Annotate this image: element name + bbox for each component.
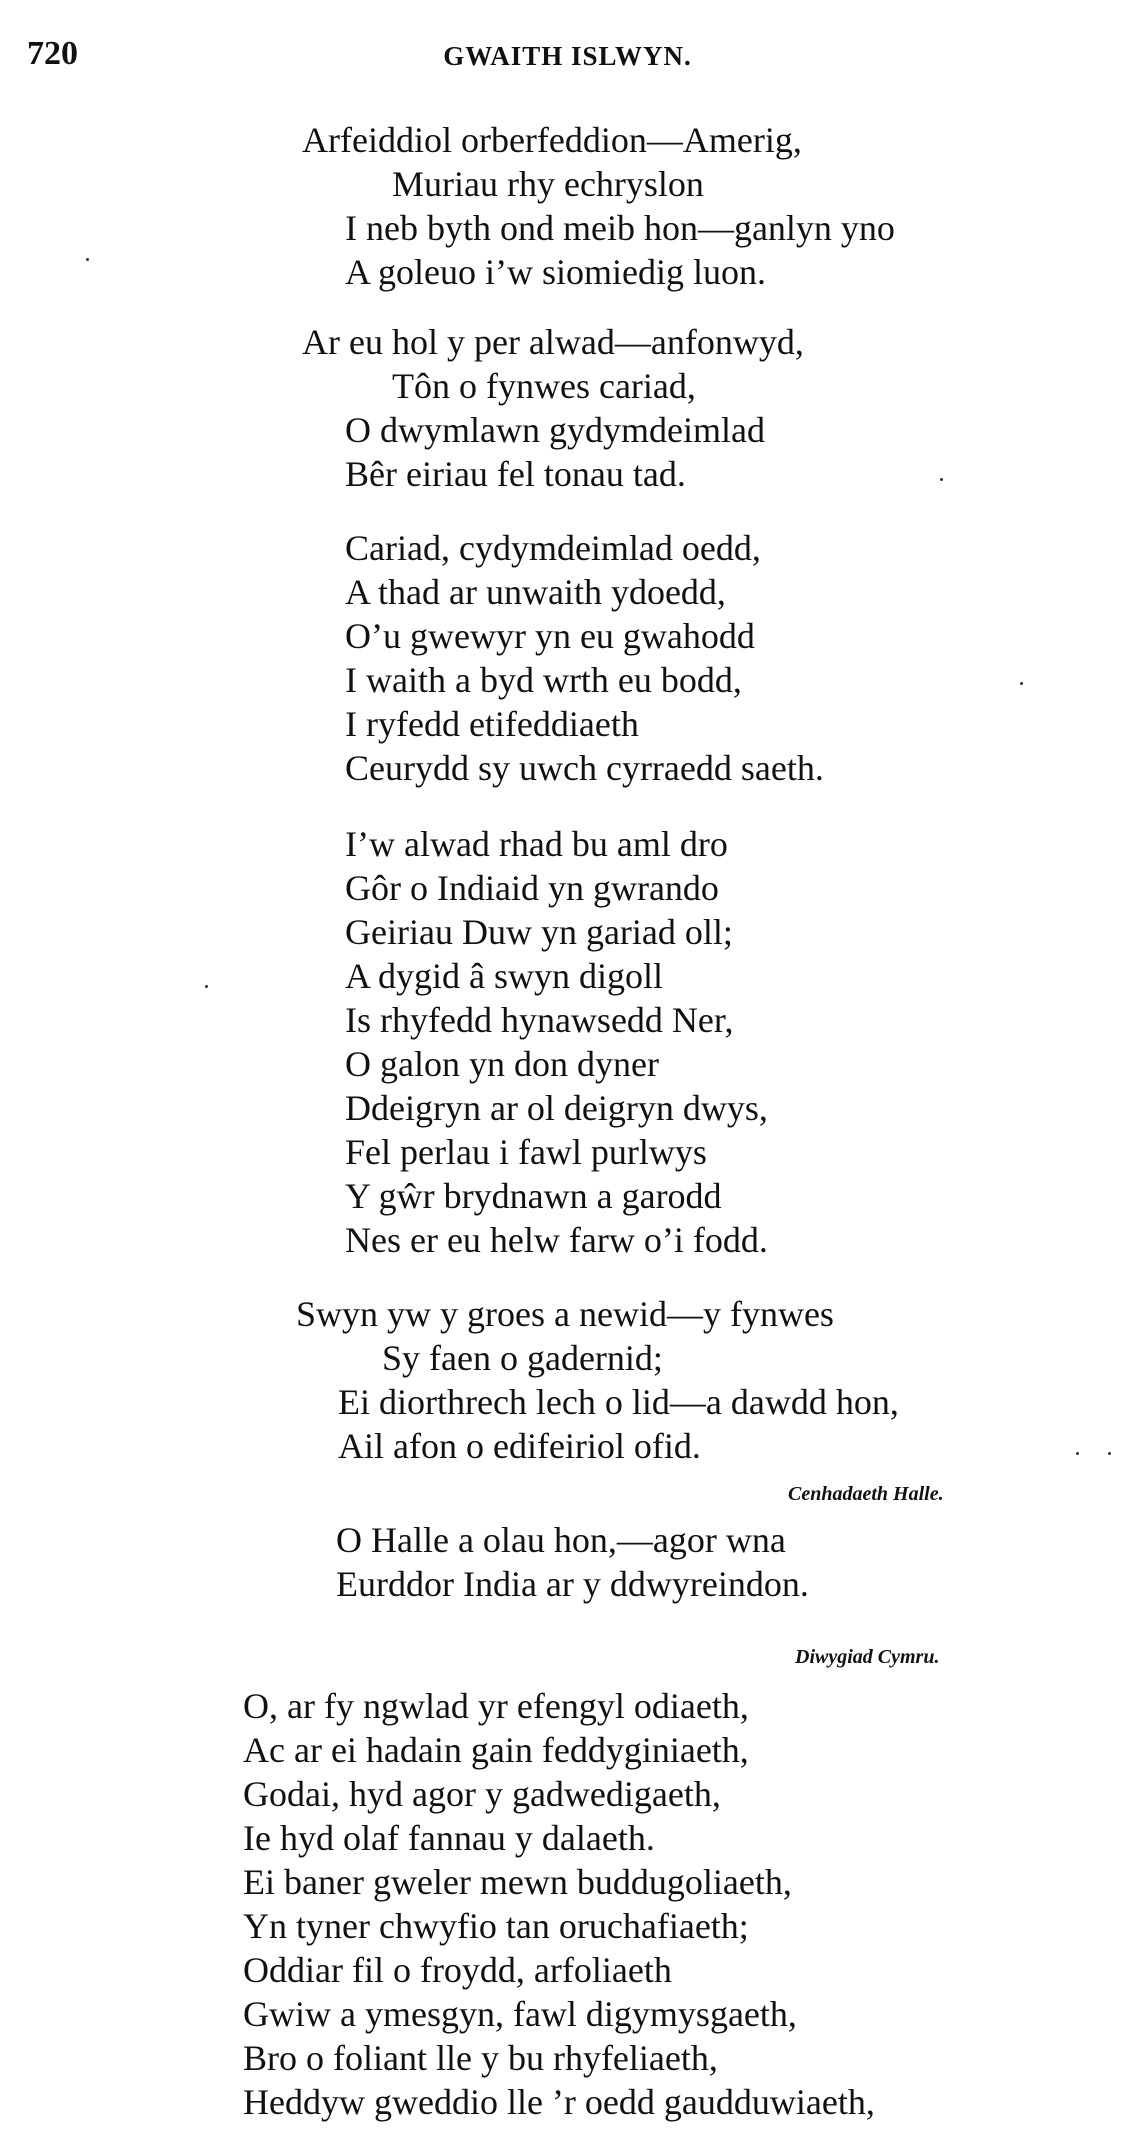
verse-line: Gôr o Indiaid yn gwrando [345, 868, 719, 908]
verse-line: O galon yn don dyner [345, 1044, 659, 1084]
verse-line: Bêr eiriau fel tonau tad. [345, 454, 686, 494]
verse-line: Ie hyd olaf fannau y dalaeth. [243, 1818, 655, 1858]
verse-line: Heddyw gweddio lle ’r oedd gaudduwiaeth, [243, 2082, 875, 2122]
verse-line: O Halle a olau hon,—agor wna [336, 1520, 786, 1560]
verse-line: A thad ar unwaith ydoedd, [345, 572, 726, 612]
verse-line: Godai, hyd agor y gadwedigaeth, [243, 1774, 721, 1814]
verse-line: Ail afon o edifeiriol ofid. [338, 1426, 701, 1466]
section-heading: Cenhadaeth Halle. [788, 1483, 944, 1505]
verse-line: Muriau rhy echryslon [392, 164, 704, 204]
verse-line: Ei baner gweler mewn buddugoliaeth, [243, 1862, 792, 1902]
print-speck [940, 478, 943, 481]
verse-line: Nes er eu helw farw o’i fodd. [345, 1220, 768, 1260]
running-title: GWAITH ISLWYN. [443, 41, 692, 71]
verse-line: Bro o foliant lle y bu rhyfeliaeth, [243, 2038, 718, 2078]
verse-line: A goleuo i’w siomiedig luon. [345, 252, 766, 292]
print-speck [1108, 1452, 1111, 1455]
verse-line: A dygid â swyn digoll [345, 956, 664, 996]
verse-line: I neb byth ond meib hon—ganlyn yno [345, 208, 895, 248]
verse-line: I ryfedd etifeddiaeth [345, 704, 639, 744]
page-number: 720 [27, 35, 78, 72]
verse-line: Eurddor India ar y ddwyreindon. [336, 1564, 809, 1604]
verse-line: Sy faen o gadernid; [382, 1338, 663, 1378]
verse-line: Gwiw a ymesgyn, fawl digymysgaeth, [243, 1994, 797, 2034]
print-speck [1076, 1452, 1079, 1455]
verse-line: Fel perlau i fawl purlwys [345, 1132, 707, 1172]
verse-line: O dwymlawn gydymdeimlad [345, 410, 765, 450]
print-speck [205, 985, 208, 988]
verse-line: Cariad, cydymdeimlad oedd, [345, 528, 761, 568]
verse-line: Arfeiddiol orberfeddion—Amerig, [302, 120, 802, 160]
verse-line: Swyn yw y groes a newid—y fynwes [296, 1294, 834, 1334]
section-heading: Diwygiad Cymru. [795, 1646, 940, 1668]
verse-line: Tôn o fynwes cariad, [392, 366, 696, 406]
verse-line: O’u gwewyr yn eu gwahodd [345, 616, 755, 656]
verse-line: Geiriau Duw yn gariad oll; [345, 912, 733, 952]
verse-line: Y gŵr brydnawn a garodd [345, 1176, 722, 1216]
verse-line: Ac ar ei hadain gain feddyginiaeth, [243, 1730, 749, 1770]
verse-line: O, ar fy ngwlad yr efengyl odiaeth, [243, 1686, 749, 1726]
verse-line: Is rhyfedd hynawsedd Ner, [345, 1000, 734, 1040]
verse-line: Oddiar fil o froydd, arfoliaeth [243, 1950, 672, 1990]
verse-line: Ei diorthrech lech o lid—a dawdd hon, [338, 1382, 899, 1422]
verse-line: Ceurydd sy uwch cyrraedd saeth. [345, 748, 824, 788]
verse-line: Ar eu hol y per alwad—anfonwyd, [302, 322, 804, 362]
verse-line: Yn tyner chwyfio tan oruchafiaeth; [243, 1906, 749, 1946]
verse-line: I’w alwad rhad bu aml dro [345, 824, 728, 864]
print-speck [1020, 682, 1023, 685]
verse-line: Ddeigryn ar ol deigryn dwys, [345, 1088, 768, 1128]
print-speck [86, 258, 89, 261]
verse-line: I waith a byd wrth eu bodd, [345, 660, 742, 700]
